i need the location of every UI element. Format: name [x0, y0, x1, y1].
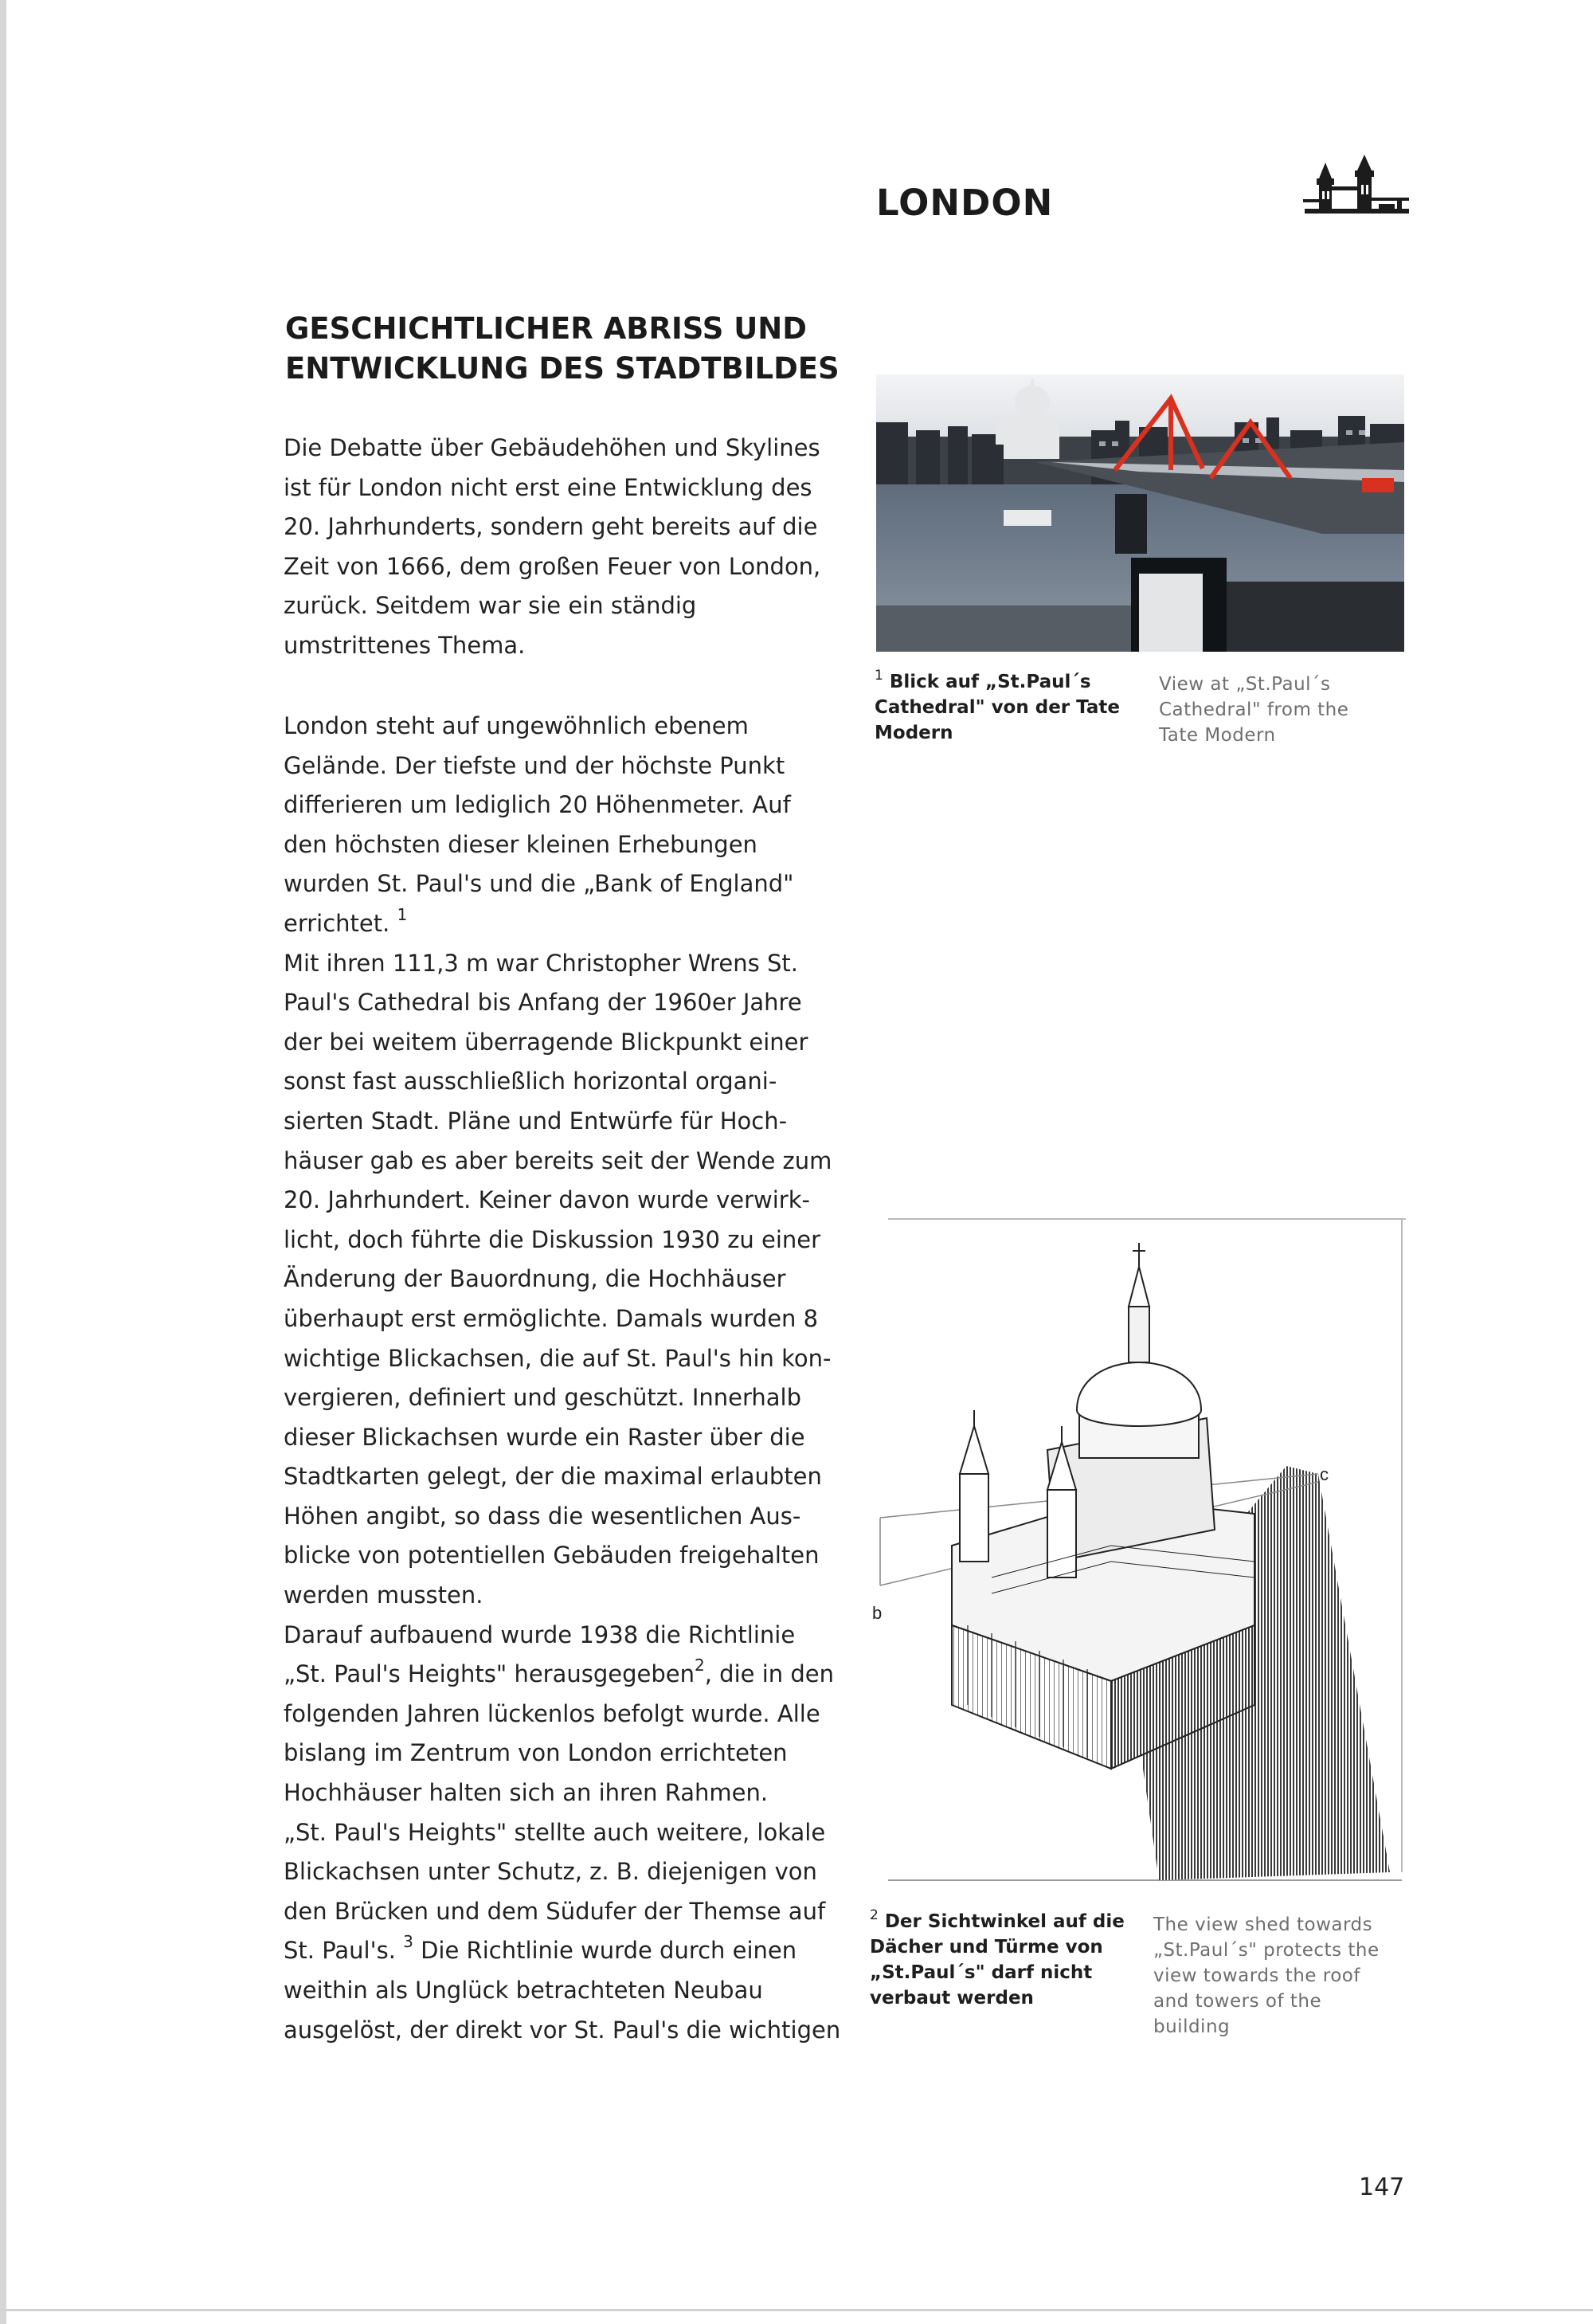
text-line: blicke von potentiellen Gebäuden freigehalten — [284, 1542, 820, 1570]
figure-number: 2 — [870, 1907, 879, 1923]
text-fragment: Die Richtlinie wurde durch einen — [413, 1937, 797, 1965]
tower-bridge-icon — [1303, 151, 1411, 231]
text-fragment: St. Paul's. — [284, 1937, 396, 1965]
text-line: Höhen angibt, so dass die wesentlichen Aus- — [284, 1502, 801, 1530]
caption-line: and towers of the — [1153, 1991, 1322, 2012]
text-line — [284, 1931, 809, 1971]
text-line: sonst fast ausschließlich horizontal organi- — [284, 1068, 777, 1095]
figure-2-caption-en — [1153, 1912, 1392, 2040]
chapter-heading-line-2: ENTWICKLUNG DES STADTBILDES — [285, 351, 840, 386]
text-line: Stadtkarten gelegt, der die maximal erlaubten — [284, 1463, 822, 1491]
text-line: folgenden Jahren lückenlos befolgt wurde. Alle — [284, 1699, 820, 1727]
label-c: c — [1320, 1464, 1329, 1484]
text-line — [284, 1655, 834, 1695]
page-number: 147 — [1359, 2173, 1405, 2201]
text-line: 20. Jahrhunderts, sondern geht bereits auf die — [284, 513, 818, 541]
figure-number: 1 — [875, 668, 883, 684]
text-line: Zeit von 1666, dem großen Feuer von London, — [284, 552, 821, 580]
page-bottom-edge — [0, 2309, 1593, 2311]
main-body-text — [284, 707, 841, 2050]
text-line: London steht auf ungewöhnlich ebenem — [284, 712, 749, 739]
text-line: dieser Blickachsen wurde ein Raster über die — [284, 1423, 805, 1451]
text-fragment: , die in den — [704, 1660, 834, 1688]
figure-1-caption-en — [1159, 672, 1398, 748]
text-line: Mit ihren 111,3 m war Christopher Wrens St. — [284, 949, 798, 977]
text-line: differieren um lediglich 20 Höhenmeter. Auf — [284, 791, 791, 819]
text-line: sierten Stadt. Pläne und Entwürfe für Hoch- — [284, 1107, 788, 1135]
caption-line: View at „St.Paul´s — [1159, 674, 1331, 695]
caption-line: Cathedral" from the — [1159, 700, 1349, 720]
footnote-ref-2: 2 — [695, 1656, 705, 1675]
text-line: Paul's Cathedral bis Anfang der 1960er Jahre — [284, 989, 802, 1017]
text-line: Hochhäuser halten sich an ihren Rahmen. — [284, 1779, 769, 1807]
text-line: zurück. Seitdem war sie ein ständig — [284, 592, 697, 620]
text-line: Blickachsen unter Schutz, z. B. diejenigen von — [284, 1858, 817, 1886]
text-fragment: errichtet. — [284, 909, 390, 937]
caption-line: Dächer und Türme von — [870, 1937, 1103, 1958]
text-line — [284, 904, 809, 944]
text-line: Darauf aufbauend wurde 1938 die Richtlinie — [284, 1621, 796, 1648]
text-line: bislang im Zentrum von London errichteten — [284, 1739, 788, 1767]
text-line: weithin als Unglück betrachteten Neubau — [284, 1977, 763, 2004]
caption-line — [870, 1909, 1125, 1934]
text-line: „St. Paul's Heights" stellte auch weitere, lokale — [284, 1818, 826, 1846]
caption-line: „St.Paul´s" darf nicht — [870, 1962, 1093, 1983]
caption-line: Modern — [875, 723, 953, 743]
section-title: LONDON — [876, 182, 1054, 224]
figure-2-caption-de — [870, 1909, 1125, 2011]
cathedral-view-shed-drawing — [872, 1211, 1406, 1888]
caption-text: Blick auf „St.Paul´s — [889, 672, 1091, 692]
text-line: werden mussten. — [284, 1581, 483, 1609]
text-line: licht, doch führte die Diskussion 1930 zu einer — [284, 1225, 821, 1253]
text-line: ausgelöst, der direkt vor St. Paul's die wichtigen — [284, 2016, 841, 2044]
text-line: den höchsten dieser kleinen Erhebungen — [284, 830, 757, 858]
caption-line — [875, 669, 1129, 695]
text-fragment: „St. Paul's Heights" herausgegeben — [284, 1660, 695, 1688]
text-line: 20. Jahrhundert. Keiner davon wurde verwirk- — [284, 1186, 810, 1214]
footnote-ref-3: 3 — [403, 1932, 413, 1952]
label-b: b — [872, 1603, 883, 1623]
caption-text: Der Sichtwinkel auf die — [884, 1911, 1125, 1932]
st-pauls-photo — [876, 374, 1404, 652]
text-line: Änderung der Bauordnung, die Hochhäuser — [284, 1265, 786, 1293]
text-line: wurden St. Paul's und die „Bank of England" — [284, 870, 794, 898]
text-line: vergieren, definiert und geschützt. Innerhalb — [284, 1384, 802, 1412]
text-line: häuser gab es aber bereits seit der Wende zum — [284, 1146, 832, 1174]
caption-line: building — [1153, 2016, 1231, 2037]
caption-line: verbaut werden — [870, 1988, 1034, 2009]
text-line: überhaupt erst ermöglichte. Damals wurden 8 — [284, 1304, 819, 1332]
intro-paragraph — [284, 429, 821, 666]
text-line: wichtige Blickachsen, die auf St. Paul's hin kon- — [284, 1344, 832, 1372]
chapter-heading — [285, 309, 890, 389]
page-edge — [0, 0, 6, 2324]
caption-line: Tate Modern — [1159, 725, 1276, 746]
text-line: der bei weitem überragende Blickpunkt einer — [284, 1028, 808, 1056]
text-line: Gelände. Der tiefste und der höchste Punkt — [284, 751, 785, 779]
chapter-heading-line-1: GESCHICHTLICHER ABRISS UND — [285, 312, 807, 346]
footnote-ref-1: 1 — [397, 904, 408, 924]
text-line: den Brücken und dem Südufer der Themse auf — [284, 1897, 826, 1925]
text-line: ist für London nicht erst eine Entwicklung des — [284, 473, 812, 501]
caption-line: „St.Paul´s" protects the — [1153, 1940, 1380, 1961]
caption-line: view towards the roof — [1153, 1965, 1360, 1986]
text-line: Die Debatte über Gebäudehöhen und Skylines — [284, 434, 820, 461]
caption-line: The view shed towards — [1153, 1914, 1373, 1935]
figure-1-caption-de — [875, 669, 1129, 746]
caption-line: Cathedral" von der Tate — [875, 697, 1120, 718]
text-line: umstrittenes Thema. — [284, 631, 526, 659]
